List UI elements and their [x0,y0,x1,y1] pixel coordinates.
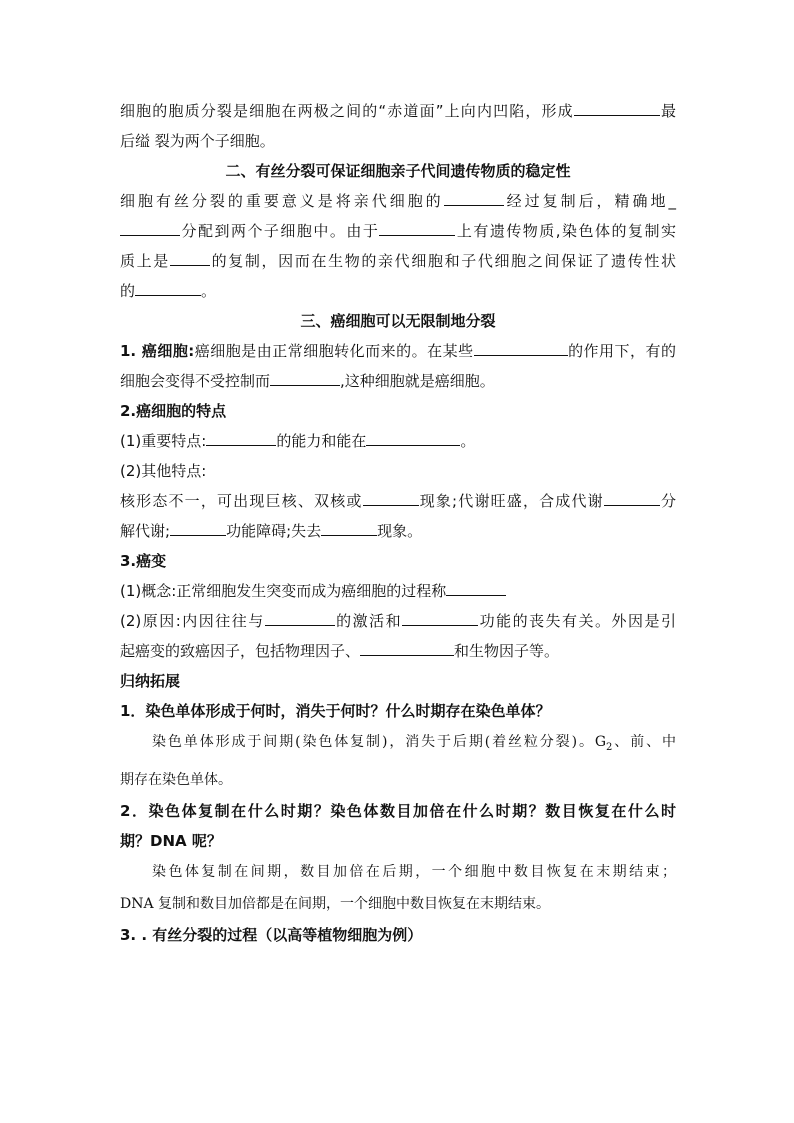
text: ,这种细胞就是癌细胞。 [340,372,495,390]
question-2-line-2: 期？DNA 呢？ [120,831,222,850]
question-2-line-1: 2．染色体复制在什么时期？染色体数目加倍在什么时期？数目恢复在什么时 [120,801,676,820]
text: 解代谢; [120,522,171,540]
document-body [120,96,676,950]
fill-blank[interactable] [120,218,180,236]
text: 的作用下，有的 [567,342,676,360]
fill-blank[interactable] [379,218,455,236]
text: 现象;代谢旺盛，合成代谢 [418,492,604,510]
section-heading-2: 二、有丝分裂可保证细胞亲子代间遗传物质的稳定性 [225,162,571,180]
text: 染色单体形成于间期(染色体复制)，消失于后期(着丝粒分裂)。G [152,734,607,750]
text: 的 [120,282,136,300]
paragraph-cause-2 [120,636,676,666]
paragraph-cytokinesis [120,96,676,126]
paragraph-significance-1 [120,186,676,216]
fill-blank[interactable] [474,338,568,356]
fill-blank[interactable] [363,488,419,506]
fill-blank[interactable] [446,578,506,596]
paragraph-significance-3 [120,246,676,276]
fill-blank[interactable] [366,428,460,446]
text: 细胞会变得不受控制而 [120,372,271,390]
question-1: 1．染色单体形成于何时，消失于何时？什么时期存在染色单体？ [120,702,551,720]
text: (2)原因:内因往往与 [120,612,265,630]
paragraph-other-features-2 [120,516,676,546]
subscript: 2 [606,741,613,753]
text: 最 [659,102,676,120]
text: (1)重要特点: [120,432,207,450]
paragraph-other-features-1 [120,486,676,516]
subheading-features: 2.癌细胞的特点 [120,402,227,420]
text: 现象。 [377,522,423,540]
paragraph-other-features-label: (2)其他特点: [120,462,207,480]
fill-blank[interactable] [206,428,276,446]
text: 癌细胞是由正常细胞转化而来的。在某些 [194,342,474,360]
question-3: 3. . 有丝分裂的过程（以高等植物细胞为例） [120,925,423,944]
text: 。 [460,432,476,450]
answer-1-line-1 [120,726,676,764]
fill-blank[interactable] [574,98,660,116]
text: 细胞的胞质分裂是细胞在两极之间的“赤道面”上向内凹陷，形成 [120,102,574,120]
text: 。 [201,282,217,300]
text: 的能力和能在 [276,432,367,450]
fill-blank[interactable] [265,608,335,626]
subheading-summary: 归纳拓展 [120,672,181,690]
fill-blank[interactable] [135,278,201,296]
fill-blank[interactable] [321,518,377,536]
fill-blank[interactable] [170,518,226,536]
text: 分配到两个子细胞中。由于 [180,222,380,240]
text: 起癌变的致癌因子，包括物理因子、 [120,642,361,660]
text: (1)概念:正常细胞发生突变而成为癌细胞的过程称 [120,582,447,600]
paragraph-cancer-cell-2 [120,366,676,396]
text: 的复制，因而在生物的亲代细胞和子代细胞之间保证了遗传性状 [209,252,676,270]
answer-1-line-2: 期存在染色单体。 [120,771,232,788]
text: 经过复制后，精确地_ [503,192,676,210]
fill-blank[interactable] [604,488,660,506]
text-bold: 1. 癌细胞: [120,342,195,360]
fill-blank[interactable] [270,368,340,386]
paragraph-significance-4 [120,276,676,306]
paragraph-cytokinesis-end [120,126,676,156]
text: 细胞有丝分裂的重要意义是将亲代细胞的 [120,192,444,210]
paragraph-concept [120,576,676,606]
section-heading-3: 三、癌细胞可以无限制地分裂 [300,312,496,330]
paragraph-main-feature [120,426,676,456]
fill-blank[interactable] [360,638,454,656]
fill-blank[interactable] [170,248,210,266]
subheading-carcinogenesis: 3.癌变 [120,552,167,570]
paragraph-cause-1 [120,606,676,636]
answer-2-line-1: 染色体复制在间期，数目加倍在后期，一个细胞中数目恢复在末期结束； [152,863,676,880]
paragraph-cancer-cell-1 [120,336,676,366]
text: 、前、中 [612,734,677,750]
text: 上有遗传物质,染色体的复制实 [455,222,676,240]
text: 的激活和 [334,612,403,630]
answer-2-line-2: DNA 复制和数目加倍都是在间期，一个细胞中数目恢复在末期结束。 [120,895,551,912]
text: 功能的丧失有关。外因是引 [478,612,676,630]
fill-blank[interactable] [444,188,504,206]
fill-blank[interactable] [402,608,478,626]
text: 和生物因子等。 [454,642,560,660]
text: 后缢 裂为两个子细胞。 [120,132,275,150]
text: 功能障碍;失去 [226,522,322,540]
text: 核形态不一，可出现巨核、双核或 [120,492,363,510]
paragraph-significance-2 [120,216,676,246]
text: 质上是 [120,252,170,270]
text: 分 [659,492,676,510]
